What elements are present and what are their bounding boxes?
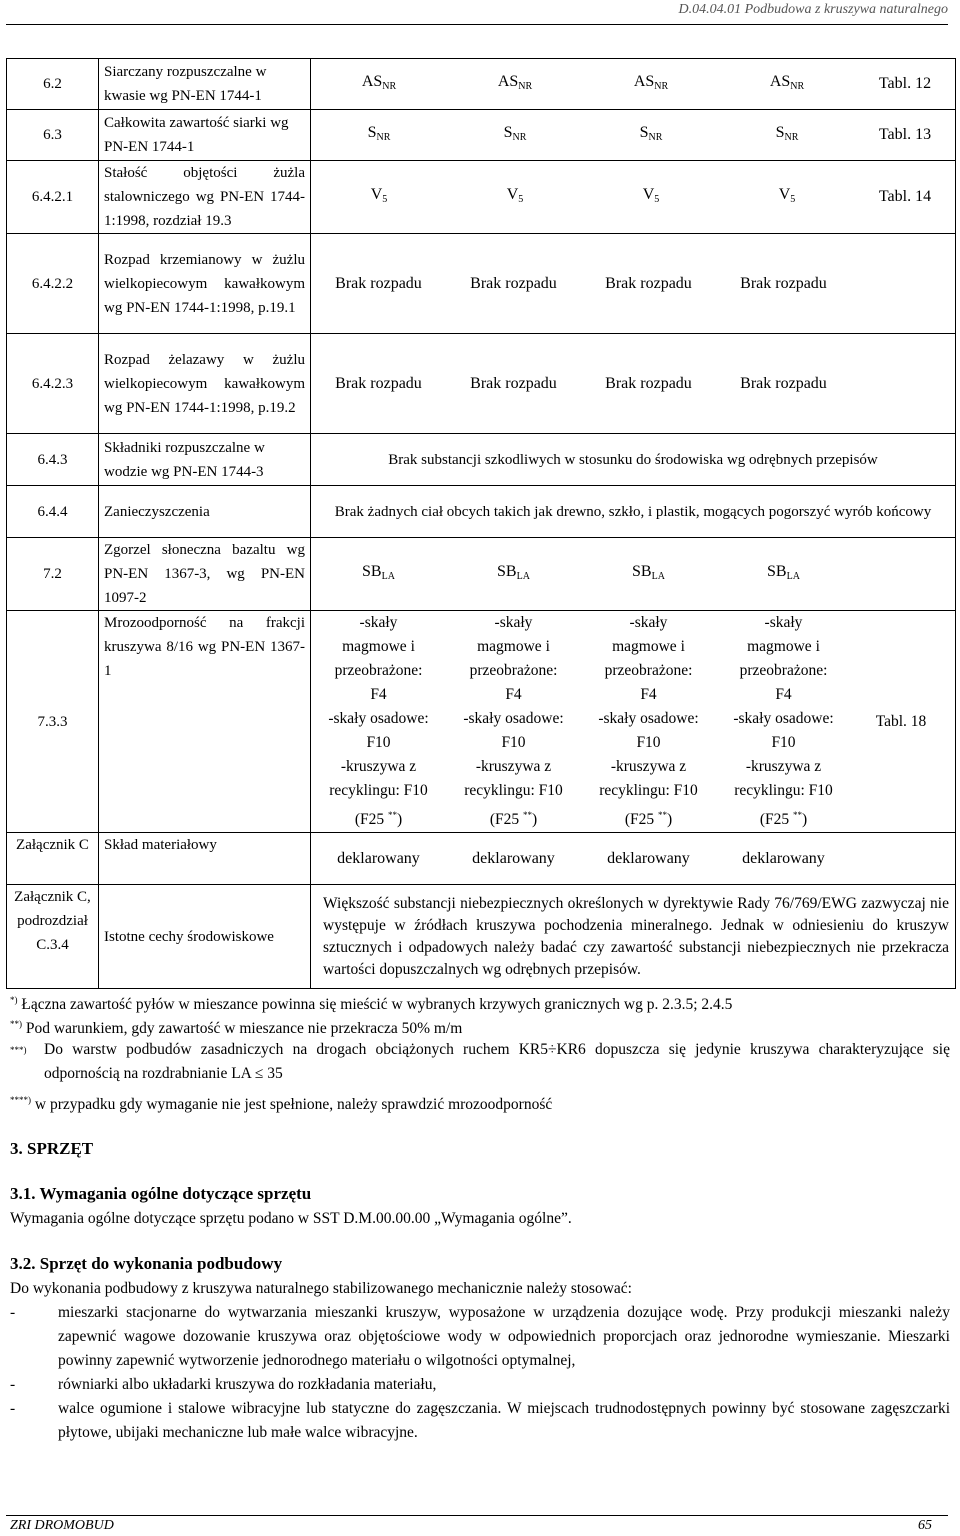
page-number: 65	[918, 1518, 932, 1533]
cat-value: AS	[361, 72, 383, 90]
footnote: *) Łączna zawartość pyłów w mieszance powinna się mieścić w wybranych krzywych granicznych wg p. 2.3.5; 2.4.5	[10, 995, 733, 1013]
table-row	[7, 434, 956, 486]
footnote: ****) w przypadku gdy wymaganie nie jest spełnione, należy sprawdzić mrozoodporność	[10, 1095, 553, 1113]
row-number: 7.2	[7, 538, 99, 611]
requirement-cell: Brak żadnych ciał obcych takich jak drewno, szkło, i plastik, mogących pogorszyć wyrób końcowy	[311, 486, 956, 538]
frost-class-block: -skały magmowe i przeobrażone: F4 -skały osadowe: F10 -kruszywa z recyklingu: F10 (F25 **)	[463, 614, 564, 828]
cat-value: Brak rozpadu	[605, 274, 692, 292]
requirement-cell	[311, 234, 956, 334]
property-name: Rozpad żelazawy w żużlu wielkopiecowym kawałkowym wg PN-EN 1744-1:1998, p.19.2	[99, 334, 311, 434]
row-number: 6.4.2.1	[7, 161, 99, 234]
row-number: 7.3.3	[7, 611, 99, 833]
table-ref: Tabl. 12	[878, 75, 932, 92]
paragraph: Do wykonania podbudowy z kruszywa naturalnego stabilizowanego mechanicznie należy stosować:	[10, 1280, 632, 1297]
row-number: 6.4.4	[7, 486, 99, 538]
property-name: Całkowita zawartość siarki wg PN-EN 1744-1	[99, 110, 311, 161]
row-number: 6.3	[7, 110, 99, 161]
frost-class-block: -skały magmowe i przeobrażone: F4 -skały osadowe: F10 -kruszywa z recyklingu: F10 (F25 **)	[598, 614, 699, 828]
requirement-cell: $S_{NR}$ $S_{NR}$ $S_{NR}$ $S_{NR}$ Tabl. 13	[311, 110, 956, 161]
table-row	[7, 611, 956, 833]
cat-value: S	[503, 123, 513, 141]
requirement-cell	[311, 833, 956, 885]
requirement-cell	[311, 611, 956, 833]
list-item: - mieszarki stacjonarne do wytwarzania mieszanki kruszyw, wyposażone w urządzenia dozujące wodę. Przy produkcji mieszanki należy zapewnić wagowe dozowanie kruszywa oraz objętościowe wody w odpowiednich proporcjach oraz jednorodne wymieszanie. Mieszarki powinny zapewnić wytworzenie jednorodnego materiału o wilgotności optymalnej,	[10, 1304, 950, 1369]
table-row	[7, 833, 956, 885]
table-row	[7, 110, 956, 161]
cat-value: SB	[632, 562, 652, 580]
cat-value: V	[506, 185, 519, 203]
row-number: 6.4.2.2	[7, 234, 99, 334]
cat-value: SB	[497, 562, 517, 580]
requirement-cell	[311, 885, 956, 989]
section-heading: 3.2. Sprzęt do wykonania podbudowy	[10, 1254, 283, 1273]
requirement-cell	[311, 334, 956, 434]
cat-value: SB	[362, 562, 382, 580]
requirement-cell: Brak substancji szkodliwych w stosunku do środowiska wg odrębnych przepisów	[311, 434, 956, 486]
bullet-list	[10, 1301, 950, 1445]
table-row	[7, 486, 956, 538]
section-heading: 3. SPRZĘT	[10, 1139, 94, 1158]
list-item: - walce ogumione i stalowe wibracyjne lub statyczne do zagęszczania. W miejscach trudnodostępnych powinny być stosowane zagęszczarki płytowe, ubijaki mechaniczne lub małe walce wibracyjne.	[10, 1400, 950, 1441]
section-heading: 3.1. Wymagania ogólne dotyczące sprzętu	[10, 1184, 312, 1203]
cat-value: S	[775, 123, 785, 141]
table-row	[7, 234, 956, 334]
cat-value: Brak rozpadu	[335, 274, 422, 292]
footnote: ***) Do warstw podbudów zasadniczych na drogach obciążonych ruchem KR5÷KR6 dopuszcza się jedynie kruszywa charakteryzujące się odpornością na rozdrabnianie LA ≤ 35	[10, 1041, 950, 1082]
table-row	[7, 59, 956, 110]
cat-value: AS	[497, 72, 519, 90]
frost-class-block: -skały magmowe i przeobrażone: F4 -skały osadowe: F10 -kruszywa z recyklingu: F10 (F25 **)	[733, 614, 834, 828]
paragraph: Wymagania ogólne dotyczące sprzętu podano w SST D.M.00.00.00 „Wymagania ogólne”.	[10, 1210, 572, 1227]
page-header	[6, 0, 948, 25]
requirement-cell: $V_5$ $V_5$ $V_5$ $V_5$ Tabl. 14	[311, 161, 956, 234]
table-ref: Tabl. 14	[878, 188, 932, 205]
property-name: Istotne cechy środowiskowe	[99, 885, 311, 989]
property-name: Zgorzel słoneczna bazaltu wg PN-EN 1367-3, wg PN-EN 1097-2	[99, 538, 311, 611]
cat-value: V	[370, 185, 383, 203]
property-name: Mrozoodporność na frakcji kruszywa 8/16 wg PN-EN 1367-1	[99, 611, 311, 833]
row-number: 6.2	[7, 59, 99, 110]
row-number: 6.4.2.3	[7, 334, 99, 434]
footer-company: ZRI DROMOBUD	[10, 1518, 114, 1533]
cat-value: Brak rozpadu	[470, 374, 557, 392]
row-number: 6.4.3	[7, 434, 99, 486]
table-row	[7, 334, 956, 434]
cat-value: deklarowany	[607, 849, 690, 867]
environmental-text: Większość substancji niebezpiecznych określonych w dyrektywie Rady 76/769/EWG zazwyczaj nie występuje w źródłach kruszywa pochodzenia mineralnego. Jednak w odniesieniu do kruszyw sztucznych i odpadowych należy badać czy zawartość substancji niebezpiecznych nie przekracza wartości dopuszczalnych wg odrębnych przepisów.	[323, 894, 949, 978]
property-name: Zanieczyszczenia	[99, 486, 311, 538]
cat-value: Brak rozpadu	[740, 374, 827, 392]
cat-value: deklarowany	[472, 849, 555, 867]
requirement-cell: $AS_{NR}$ $AS_{NR}$ $AS_{NR}$ $AS_{NR}$ Tabl. 12	[311, 59, 956, 110]
cat-value: deklarowany	[337, 849, 420, 867]
cat-value: SB	[767, 562, 787, 580]
cat-value: deklarowany	[742, 849, 825, 867]
requirements-table	[6, 58, 956, 989]
cat-value: AS	[633, 72, 655, 90]
property-name: Składniki rozpuszczalne w wodzie wg PN-EN 1744-3	[99, 434, 311, 486]
table-ref: Tabl. 13	[878, 126, 932, 143]
property-name: Skład materiałowy	[99, 833, 311, 885]
table-row	[7, 538, 956, 611]
requirement-cell: $SB_{LA}$ $SB_{LA}$ $SB_{LA}$ $SB_{LA}$	[311, 538, 956, 611]
row-number: Załącznik C	[7, 833, 99, 885]
frost-class-block: -skały magmowe i przeobrażone: F4 -skały osadowe: F10 -kruszywa z recyklingu: F10 (F25 **)	[328, 614, 429, 828]
row-number: Załącznik C, podrozdział C.3.4	[7, 885, 99, 989]
cat-value: V	[778, 185, 791, 203]
property-name: Stałość objętości żużla stalowniczego wg PN-EN 1744-1:1998, rozdział 19.3	[99, 161, 311, 234]
cat-value: Brak rozpadu	[470, 274, 557, 292]
cat-value: V	[642, 185, 655, 203]
table-row	[7, 161, 956, 234]
header-title: D.04.04.01 Podbudowa z kruszywa naturalnego	[678, 2, 948, 17]
footnote: **) Pod warunkiem, gdy zawartość w mieszance nie przekracza 50% m/m	[10, 1019, 463, 1037]
table-ref: Tabl. 18	[875, 712, 927, 730]
cat-value: Brak rozpadu	[335, 374, 422, 392]
property-name: Rozpad krzemianowy w żużlu wielkopiecowym kawałkowym wg PN-EN 1744-1:1998, p.19.1	[99, 234, 311, 334]
cat-value: Brak rozpadu	[605, 374, 692, 392]
cat-value: S	[367, 123, 377, 141]
property-name: Siarczany rozpuszczalne w kwasie wg PN-EN 1744-1	[99, 59, 311, 110]
table-row	[7, 885, 956, 989]
cat-value: Brak rozpadu	[740, 274, 827, 292]
cat-value: S	[639, 123, 649, 141]
list-item: - równiarki albo układarki kruszywa do rozkładania materiału,	[10, 1376, 437, 1393]
cat-value: AS	[769, 72, 791, 90]
